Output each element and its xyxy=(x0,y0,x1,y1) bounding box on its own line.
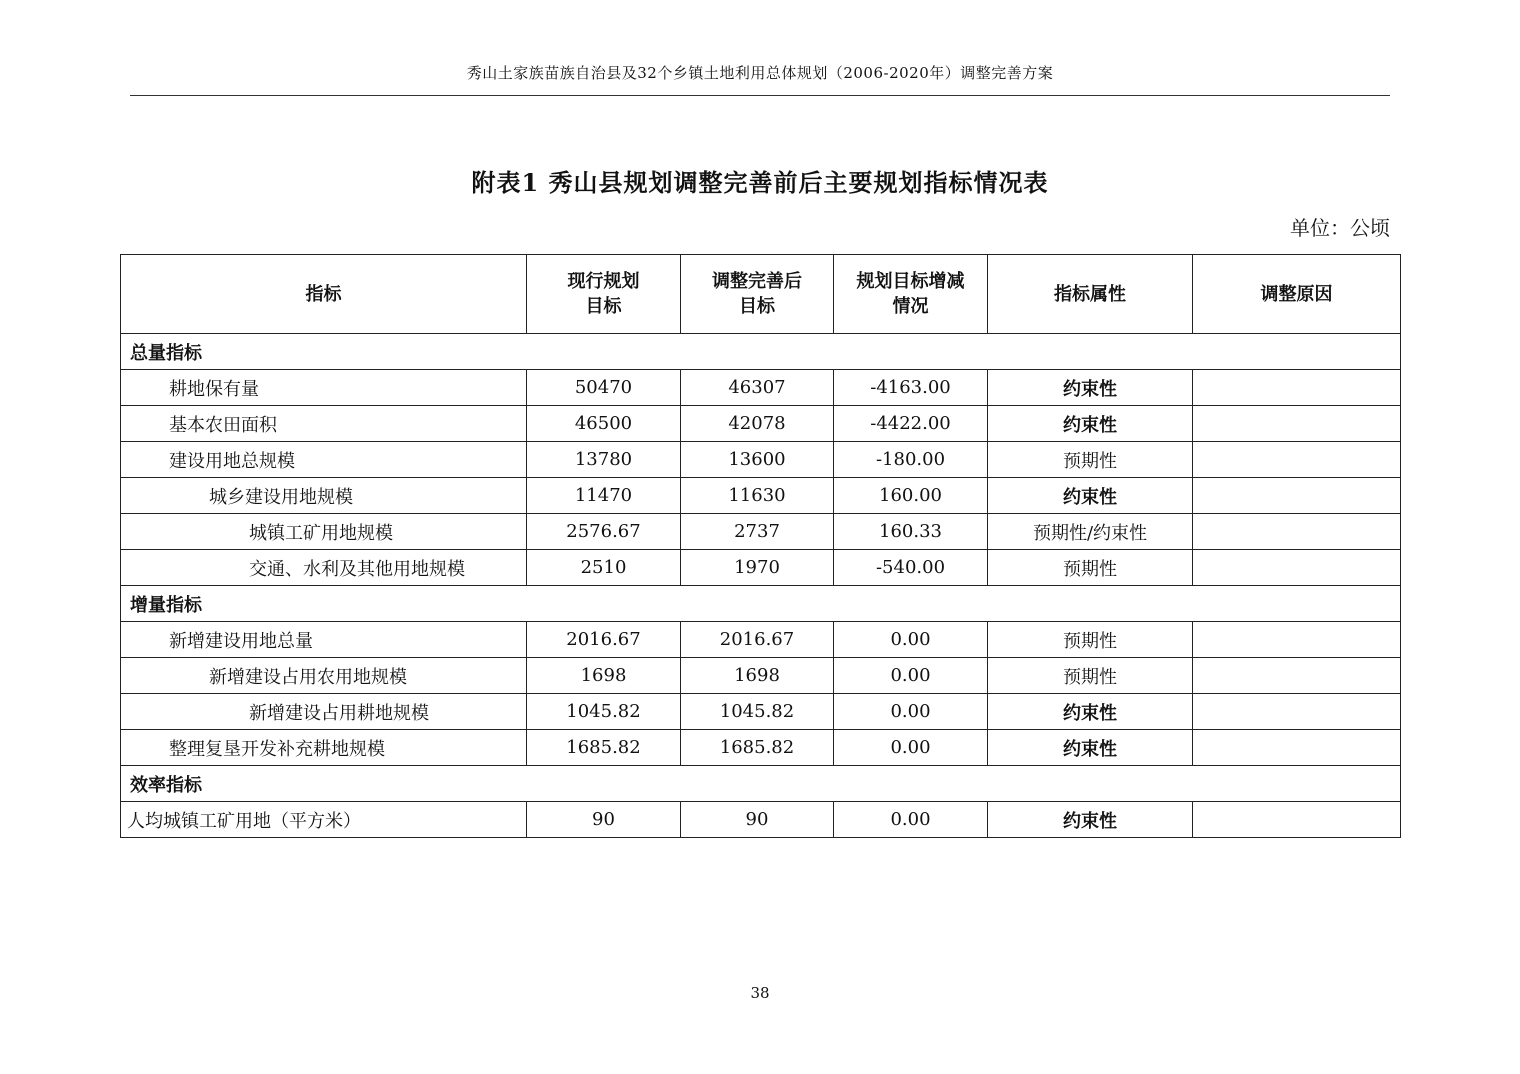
cell-current: 11470 xyxy=(527,478,681,514)
unit-label: 单位：公顷 xyxy=(1290,216,1390,240)
cell-attribute: 预期性 xyxy=(988,622,1193,658)
cell-attribute: 约束性 xyxy=(988,694,1193,730)
cell-attribute: 约束性 xyxy=(988,802,1193,838)
cell-adjusted: 1685.82 xyxy=(681,730,834,766)
cell-attribute: 约束性 xyxy=(988,370,1193,406)
section-row xyxy=(121,766,1401,802)
table-row xyxy=(121,514,1401,550)
cell-reason xyxy=(1193,370,1401,406)
cell-current: 50470 xyxy=(527,370,681,406)
cell-attribute: 预期性 xyxy=(988,442,1193,478)
table-header-row xyxy=(121,255,1401,334)
table-row xyxy=(121,442,1401,478)
cell-current: 1698 xyxy=(527,658,681,694)
cell-current: 1685.82 xyxy=(527,730,681,766)
cell-indicator: 新增建设占用耕地规模 xyxy=(121,694,527,730)
cell-reason xyxy=(1193,514,1401,550)
cell-current: 13780 xyxy=(527,442,681,478)
cell-reason xyxy=(1193,442,1401,478)
cell-adjusted: 13600 xyxy=(681,442,834,478)
cell-adjusted: 1970 xyxy=(681,550,834,586)
cell-change: -4422.00 xyxy=(834,406,988,442)
cell-attribute: 约束性 xyxy=(988,730,1193,766)
cell-adjusted: 2016.67 xyxy=(681,622,834,658)
cell-indicator: 耕地保有量 xyxy=(121,370,527,406)
page-title: 附表1 秀山县规划调整完善前后主要规划指标情况表 xyxy=(471,168,1049,197)
indicator-table xyxy=(120,254,1401,838)
header-adjusted-target: 调整完善后 目标 xyxy=(681,255,834,334)
table-row xyxy=(121,478,1401,514)
cell-current: 2510 xyxy=(527,550,681,586)
cell-reason xyxy=(1193,550,1401,586)
cell-attribute: 预期性 xyxy=(988,658,1193,694)
cell-current: 90 xyxy=(527,802,681,838)
cell-reason xyxy=(1193,622,1401,658)
cell-reason xyxy=(1193,802,1401,838)
cell-reason xyxy=(1193,694,1401,730)
section-row xyxy=(121,334,1401,370)
cell-change: 0.00 xyxy=(834,730,988,766)
cell-adjusted: 90 xyxy=(681,802,834,838)
page-number: 38 xyxy=(750,984,770,1002)
cell-attribute: 约束性 xyxy=(988,406,1193,442)
cell-adjusted: 1045.82 xyxy=(681,694,834,730)
cell-adjusted: 11630 xyxy=(681,478,834,514)
table-row xyxy=(121,802,1401,838)
section-title: 总量指标 xyxy=(121,334,1401,370)
cell-indicator: 建设用地总规模 xyxy=(121,442,527,478)
cell-attribute: 约束性 xyxy=(988,478,1193,514)
table-row xyxy=(121,550,1401,586)
cell-adjusted: 1698 xyxy=(681,658,834,694)
cell-reason xyxy=(1193,658,1401,694)
cell-reason xyxy=(1193,730,1401,766)
table-row xyxy=(121,730,1401,766)
header-current-target: 现行规划 目标 xyxy=(527,255,681,334)
cell-change: 160.33 xyxy=(834,514,988,550)
cell-change: 0.00 xyxy=(834,694,988,730)
cell-indicator: 人均城镇工矿用地（平方米） xyxy=(121,802,527,838)
cell-reason xyxy=(1193,478,1401,514)
cell-change: 0.00 xyxy=(834,622,988,658)
cell-current: 46500 xyxy=(527,406,681,442)
running-header: 秀山土家族苗族自治县及32个乡镇土地利用总体规划（2006-2020年）调整完善方案 xyxy=(466,64,1054,82)
cell-adjusted: 2737 xyxy=(681,514,834,550)
cell-reason xyxy=(1193,406,1401,442)
cell-current: 1045.82 xyxy=(527,694,681,730)
section-title: 效率指标 xyxy=(121,766,1401,802)
header-reason: 调整原因 xyxy=(1193,255,1401,334)
header-attribute: 指标属性 xyxy=(988,255,1193,334)
cell-indicator: 新增建设占用农用地规模 xyxy=(121,658,527,694)
cell-indicator: 城乡建设用地规模 xyxy=(121,478,527,514)
cell-change: -540.00 xyxy=(834,550,988,586)
table-row xyxy=(121,370,1401,406)
cell-attribute: 预期性/约束性 xyxy=(988,514,1193,550)
cell-adjusted: 42078 xyxy=(681,406,834,442)
cell-change: 160.00 xyxy=(834,478,988,514)
cell-change: -180.00 xyxy=(834,442,988,478)
cell-adjusted: 46307 xyxy=(681,370,834,406)
header-target-change: 规划目标增减 情况 xyxy=(834,255,988,334)
cell-indicator: 基本农田面积 xyxy=(121,406,527,442)
cell-indicator: 整理复垦开发补充耕地规模 xyxy=(121,730,527,766)
table-row xyxy=(121,622,1401,658)
cell-current: 2576.67 xyxy=(527,514,681,550)
cell-change: -4163.00 xyxy=(834,370,988,406)
cell-current: 2016.67 xyxy=(527,622,681,658)
cell-indicator: 新增建设用地总量 xyxy=(121,622,527,658)
table-row xyxy=(121,658,1401,694)
cell-attribute: 预期性 xyxy=(988,550,1193,586)
section-row xyxy=(121,586,1401,622)
cell-change: 0.00 xyxy=(834,658,988,694)
section-title: 增量指标 xyxy=(121,586,1401,622)
cell-indicator: 城镇工矿用地规模 xyxy=(121,514,527,550)
header-rule xyxy=(130,95,1390,96)
header-indicator: 指标 xyxy=(121,255,527,334)
table-row xyxy=(121,406,1401,442)
table-row xyxy=(121,694,1401,730)
cell-indicator: 交通、水利及其他用地规模 xyxy=(121,550,527,586)
cell-change: 0.00 xyxy=(834,802,988,838)
